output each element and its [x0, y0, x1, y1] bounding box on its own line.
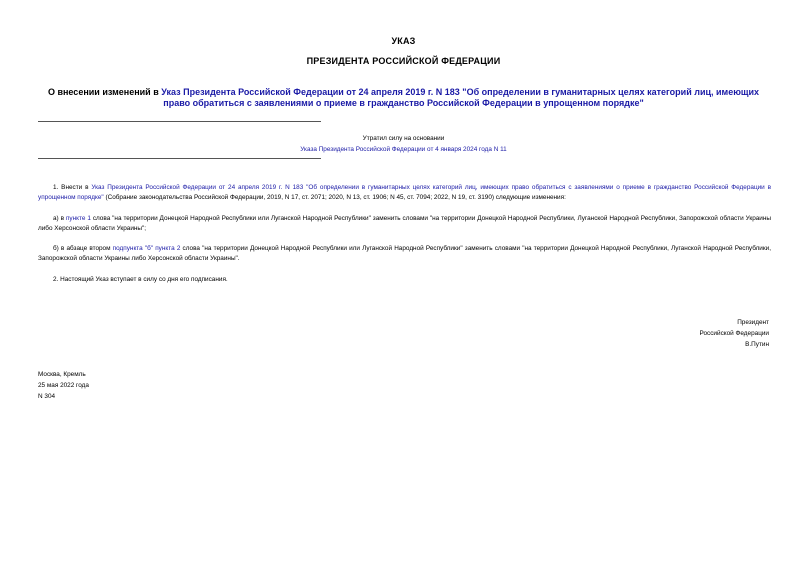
paragraph-1b-prefix: б) в абзаце втором — [53, 245, 113, 252]
document-type-heading: УКАЗ — [391, 36, 416, 46]
divider-bottom — [38, 158, 321, 159]
signing-place: Москва, Кремль — [38, 371, 86, 378]
repealing-decree-link[interactable]: Указа Президента Российской Федерации от 4 января 2024 года N 11 — [300, 146, 507, 153]
signature-country: Российской Федерации — [699, 330, 769, 337]
paragraph-1-suffix: (Собрание законодательства Российской Федерации, 2019, N 17, ст. 2071; 2020, N 13, ст. 1906; N 45, ст. 7094; 2022, N 19, ст. 3190) следующие изменения: — [103, 194, 566, 201]
signature-name: В.Путин — [745, 341, 769, 348]
divider-top — [38, 121, 321, 122]
signature-block — [700, 317, 770, 350]
status-note-line2 — [0, 145, 807, 154]
paragraph-1-decree-link[interactable]: Указ Президента Российской Федерации от 24 апреля 2019 г. N 183 "Об определении в гуманитарных целях категорий лиц, имеющих право обратиться с заявлениями о приеме в гражданство Российской Федерации в упрощенном порядке" — [38, 184, 771, 201]
signing-date: 25 мая 2022 года — [38, 382, 89, 389]
place-date-block — [38, 369, 89, 402]
issuer-heading: ПРЕЗИДЕНТА РОССИЙСКОЙ ФЕДЕРАЦИИ — [306, 56, 501, 66]
paragraph-1a-link[interactable]: пункте 1 — [65, 215, 91, 222]
paragraph-2 — [38, 275, 771, 285]
document-title — [36, 87, 771, 109]
paragraph-1a-prefix: а) в — [53, 215, 66, 222]
decree-number: N 304 — [38, 393, 56, 400]
status-note-line1: Утратил силу на основании — [362, 135, 445, 142]
paragraph-1b-suffix: слова "на территории Донецкой Народной Республики или Луганской Народной Республики" заменить словами "на территории Донецкой Народной Республики, Луганской Народной Республики, Запорожской области Украины либо Херсонской области Украины". — [38, 245, 772, 262]
title-decree-link[interactable]: Указ Президента Российской Федерации от 24 апреля 2019 г. N 183 "Об определении в гуманитарных целях категорий лиц, имеющих право обратиться с заявлениями о приеме в гражданство Российской Федерации в упрощенном порядке" — [161, 87, 760, 108]
signature-title: Президент — [737, 319, 769, 326]
paragraph-2-text: 2. Настоящий Указ вступает в силу со дня его подписания. — [53, 276, 228, 283]
paragraph-1a — [38, 214, 771, 234]
paragraph-1b-link[interactable]: подпункта "б" пункта 2 — [112, 245, 181, 252]
paragraph-1b — [38, 244, 771, 264]
paragraph-1a-suffix: слова "на территории Донецкой Народной Республики или Луганской Народной Республики" заменить словами "на территории Донецкой Народной Республики, Луганской Народной Республики, Запорожской области Украины либо Херсонской области Украины"; — [38, 215, 771, 232]
title-prefix: О внесении изменений в — [47, 87, 162, 97]
paragraph-1 — [38, 183, 771, 203]
paragraph-1-prefix: 1. Внести в — [53, 184, 92, 191]
